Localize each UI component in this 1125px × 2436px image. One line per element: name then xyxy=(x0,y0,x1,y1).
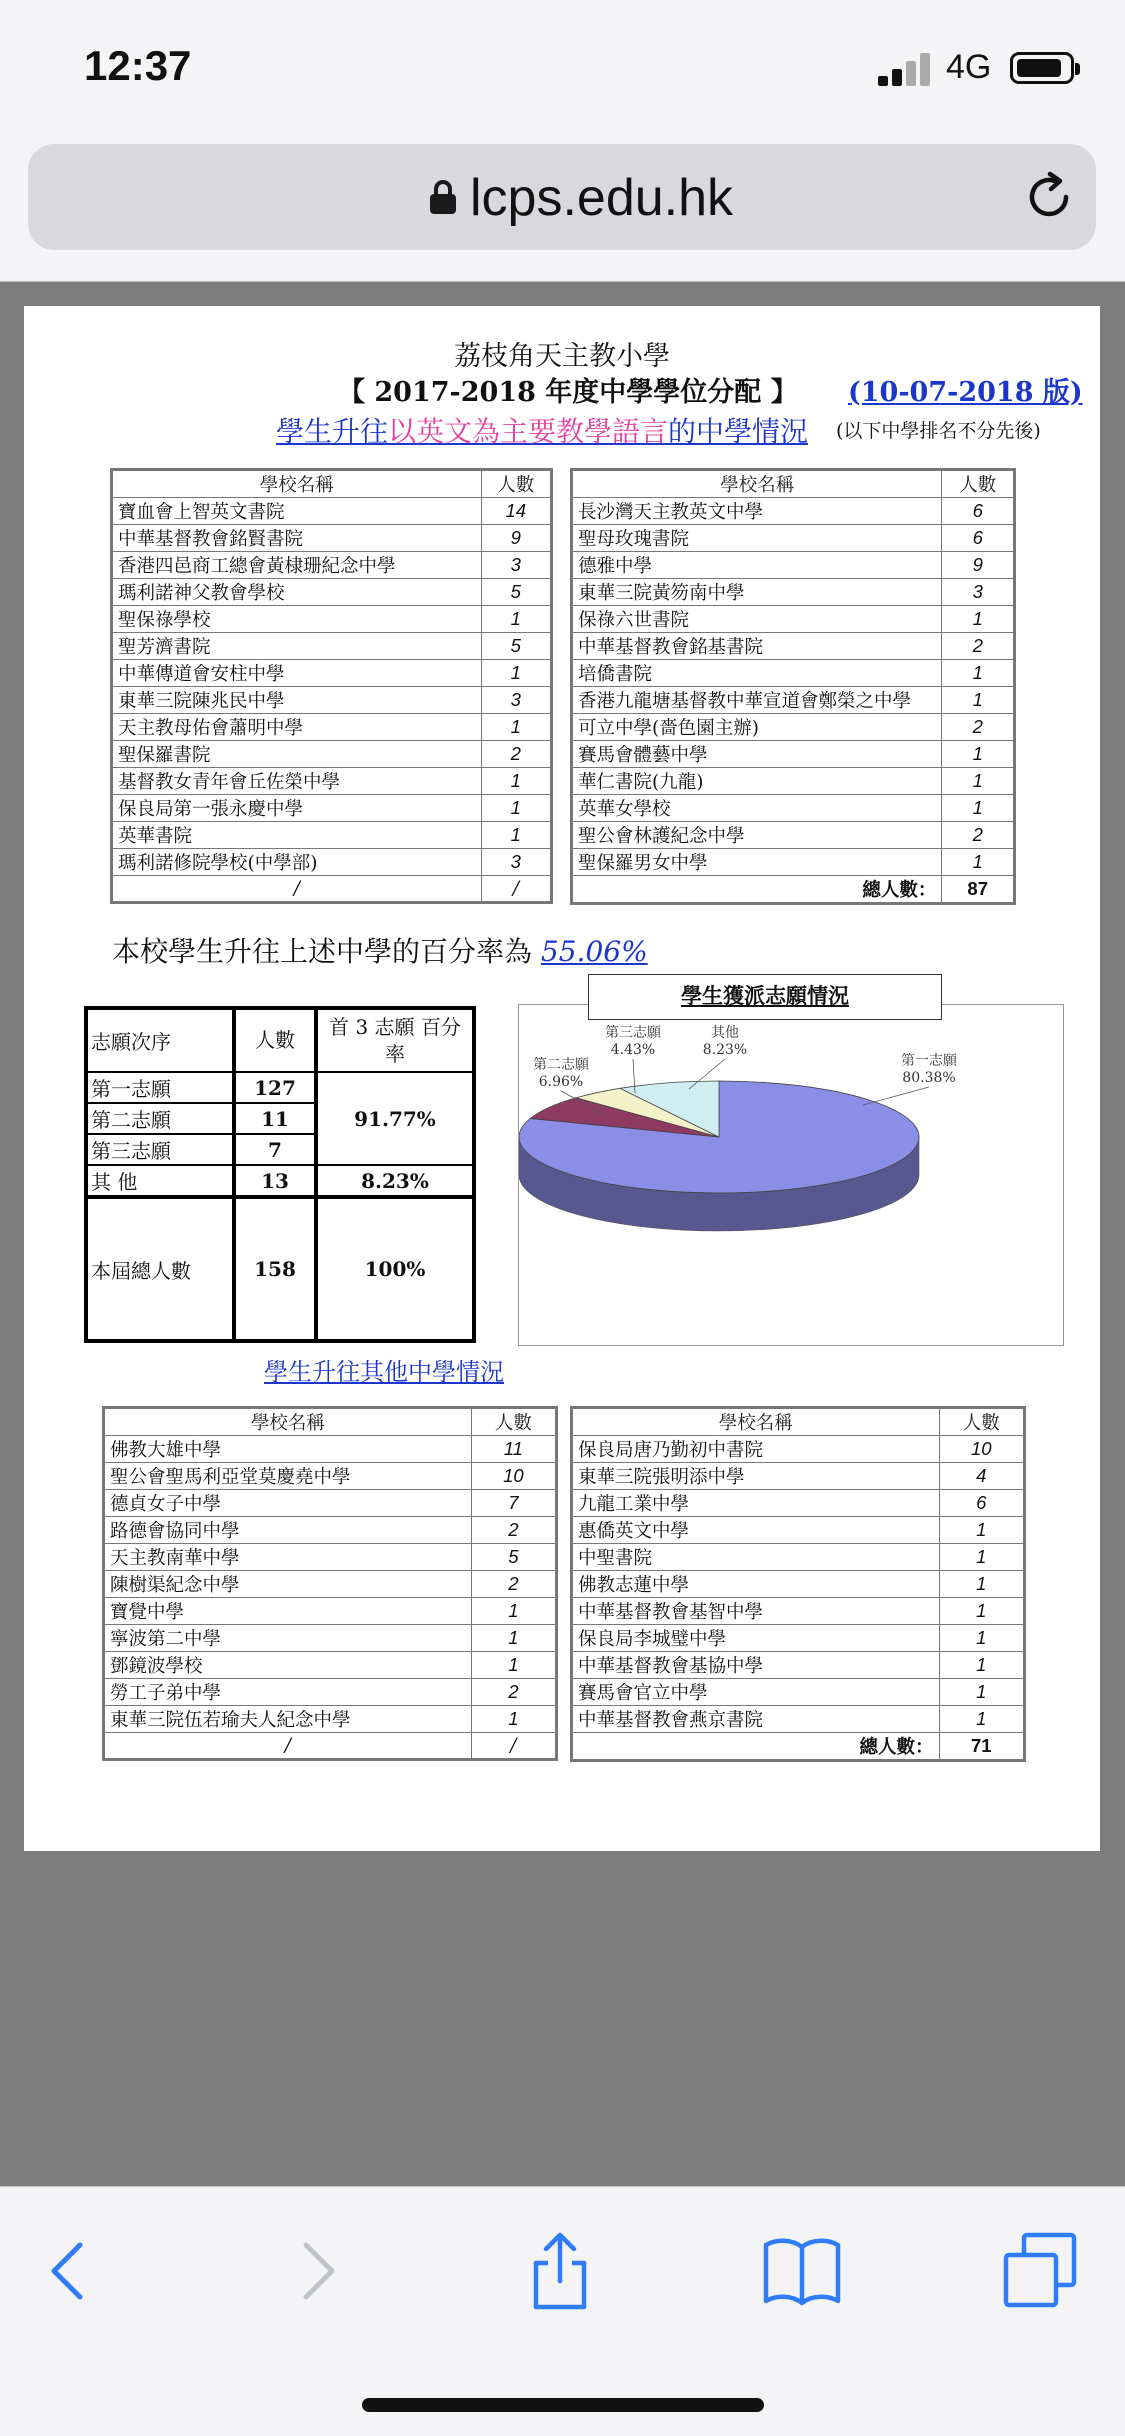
student-count-cell: 9 xyxy=(942,552,1015,579)
table-row xyxy=(104,1571,557,1598)
school-name-cell: 瑪利諾神父教會學校 xyxy=(112,579,482,606)
table-row xyxy=(112,525,552,552)
school-name-cell: 香港四邑商工總會黃棣珊紀念中學 xyxy=(112,552,482,579)
table-row xyxy=(104,1490,557,1517)
choice-row-label: 其 他 xyxy=(86,1165,234,1197)
col-header-count: 人數 xyxy=(942,470,1015,498)
english-schools-heading: 學生升往以英文為主要教學語言的中學情況 xyxy=(276,415,809,448)
student-count-cell: 7 xyxy=(471,1490,556,1517)
student-count-cell: 1 xyxy=(939,1625,1024,1652)
table-row xyxy=(572,849,1015,876)
school-name-cell: 聖保羅男女中學 xyxy=(572,849,942,876)
table-row xyxy=(104,1436,557,1463)
ranking-note: (以下中學排名不分先後) xyxy=(836,420,1041,442)
student-count-cell: 5 xyxy=(481,633,551,660)
school-name-cell: 聖芳濟書院 xyxy=(112,633,482,660)
table-row xyxy=(112,768,552,795)
share-icon[interactable] xyxy=(520,2231,600,2311)
table-row xyxy=(572,1652,1025,1679)
percentage-statement: 本校學生升往上述中學的百分率為 55.06% xyxy=(112,935,648,968)
school-name-cell: 保良局唐乃勤初中書院 xyxy=(572,1436,940,1463)
student-count-cell: 1 xyxy=(942,768,1015,795)
student-count-cell: 1 xyxy=(939,1598,1024,1625)
total-row xyxy=(572,1733,1025,1761)
table-row xyxy=(112,822,552,849)
school-name-cell: 德雅中學 xyxy=(572,552,942,579)
col-header-count: 人數 xyxy=(481,470,551,498)
other-pct-value: 8.23% xyxy=(316,1165,474,1197)
home-indicator xyxy=(362,2398,764,2412)
school-name-cell: 聖母玫瑰書院 xyxy=(572,525,942,552)
school-name-cell: 英華女學校 xyxy=(572,795,942,822)
student-count-cell: 1 xyxy=(942,741,1015,768)
student-count-cell: 1 xyxy=(481,660,551,687)
table-row xyxy=(104,1679,557,1706)
choice-row-count: 11 xyxy=(234,1103,316,1134)
school-name-cell: 東華三院伍若瑜夫人紀念中學 xyxy=(104,1706,472,1733)
student-count-cell: 1 xyxy=(939,1544,1024,1571)
student-count-cell: 4 xyxy=(939,1463,1024,1490)
school-name-cell: 聖保羅書院 xyxy=(112,741,482,768)
bookmarks-icon[interactable] xyxy=(762,2231,842,2311)
school-name-cell: 華仁書院(九龍) xyxy=(572,768,942,795)
table-row xyxy=(112,498,552,525)
table-row xyxy=(104,1733,557,1760)
student-count-cell: 3 xyxy=(481,849,551,876)
other-schools-heading: 學生升往其他中學情況 xyxy=(264,1358,504,1386)
table-row xyxy=(104,1652,557,1679)
col-header-name: 學校名稱 xyxy=(112,470,482,498)
english-schools-table-left xyxy=(110,468,553,904)
table-row xyxy=(112,633,552,660)
table-row xyxy=(112,606,552,633)
table-row xyxy=(112,579,552,606)
student-count-cell: 2 xyxy=(471,1679,556,1706)
document-subtitle: 【 2017-2018 年度中學學位分配 】 xyxy=(338,377,798,408)
pie-chart xyxy=(519,1005,1065,1347)
total-value: 71 xyxy=(939,1733,1024,1761)
back-icon[interactable] xyxy=(30,2231,110,2311)
school-name-cell: / xyxy=(104,1733,472,1760)
total-pct: 100% xyxy=(316,1197,474,1341)
school-name-cell: 佛教志蓮中學 xyxy=(572,1571,940,1598)
school-name-cell: 中華基督教會銘基書院 xyxy=(572,633,942,660)
table-row xyxy=(112,795,552,822)
school-name-cell: 德貞女子中學 xyxy=(104,1490,472,1517)
student-count-cell: 3 xyxy=(481,687,551,714)
table-row xyxy=(572,795,1015,822)
student-count-cell: 2 xyxy=(471,1517,556,1544)
student-count-cell: 1 xyxy=(481,822,551,849)
choice-row-label: 第三志願 xyxy=(86,1134,234,1165)
school-name-cell: 惠僑英文中學 xyxy=(572,1517,940,1544)
student-count-cell: 1 xyxy=(942,687,1015,714)
student-count-cell: 11 xyxy=(471,1436,556,1463)
student-count-cell: 9 xyxy=(481,525,551,552)
table-row xyxy=(104,1544,557,1571)
table-row xyxy=(572,1490,1025,1517)
student-count-cell: 1 xyxy=(939,1679,1024,1706)
table-row xyxy=(104,1625,557,1652)
table-row xyxy=(112,741,552,768)
school-name-cell: 香港九龍塘基督教中華宣道會鄭榮之中學 xyxy=(572,687,942,714)
table-row xyxy=(572,1679,1025,1706)
student-count-cell: 1 xyxy=(471,1652,556,1679)
table-row xyxy=(572,1436,1025,1463)
network-type: 4G xyxy=(946,48,992,86)
student-count-cell: 1 xyxy=(942,795,1015,822)
school-name-cell: 路德會協同中學 xyxy=(104,1517,472,1544)
school-name-cell: 寶覺中學 xyxy=(104,1598,472,1625)
student-count-cell: 10 xyxy=(939,1436,1024,1463)
school-name-cell: 英華書院 xyxy=(112,822,482,849)
table-row xyxy=(572,660,1015,687)
pie-chart-area xyxy=(518,1004,1064,1346)
total-value: 87 xyxy=(942,876,1015,904)
school-name-cell: 寶血會上智英文書院 xyxy=(112,498,482,525)
school-name-cell: 聖公會聖馬利亞堂莫慶堯中學 xyxy=(104,1463,472,1490)
table-row xyxy=(572,1598,1025,1625)
school-name-cell: / xyxy=(112,876,482,903)
col-header-name: 學校名稱 xyxy=(104,1408,472,1436)
table-row xyxy=(112,687,552,714)
browser-chrome xyxy=(0,0,1125,282)
table-row xyxy=(572,498,1015,525)
choice-row-count: 127 xyxy=(234,1072,316,1103)
student-count-cell: 2 xyxy=(942,714,1015,741)
student-count-cell: 14 xyxy=(481,498,551,525)
header-top3-pct: 首 3 志願 百分率 xyxy=(316,1008,474,1072)
table-row xyxy=(572,525,1015,552)
student-count-cell: 2 xyxy=(481,741,551,768)
school-name-cell: 瑪利諾修院學校(中學部) xyxy=(112,849,482,876)
total-label: 總人數： xyxy=(572,1733,940,1761)
total-count: 158 xyxy=(234,1197,316,1341)
col-header-count: 人數 xyxy=(471,1408,556,1436)
table-row xyxy=(112,552,552,579)
student-count-cell: 6 xyxy=(942,498,1015,525)
school-name-cell: 東華三院張明添中學 xyxy=(572,1463,940,1490)
student-count-cell: 3 xyxy=(481,552,551,579)
student-count-cell: 1 xyxy=(939,1571,1024,1598)
table-row xyxy=(112,714,552,741)
table-row xyxy=(572,1463,1025,1490)
table-row xyxy=(104,1463,557,1490)
document-page xyxy=(24,306,1100,1851)
pie-label: 其他 8.23% xyxy=(702,1025,748,1058)
school-name-cell: 鄧鏡波學校 xyxy=(104,1652,472,1679)
student-count-cell: 5 xyxy=(471,1544,556,1571)
student-count-cell: 1 xyxy=(939,1517,1024,1544)
table-row xyxy=(572,768,1015,795)
school-name-cell: 中華基督教會基協中學 xyxy=(572,1652,940,1679)
student-count-cell: / xyxy=(481,876,551,903)
table-row xyxy=(572,606,1015,633)
signal-icon xyxy=(878,52,934,86)
pie-label: 第三志願 4.43% xyxy=(605,1025,661,1058)
table-row xyxy=(104,1598,557,1625)
school-name-cell: 保良局李城璧中學 xyxy=(572,1625,940,1652)
student-count-cell: 1 xyxy=(481,768,551,795)
english-schools-table-right xyxy=(570,468,1016,905)
header-rank: 志願次序 xyxy=(86,1008,234,1072)
student-count-cell: 1 xyxy=(471,1625,556,1652)
other-schools-table-right xyxy=(570,1406,1026,1762)
reload-icon[interactable] xyxy=(1020,168,1078,226)
student-count-cell: 10 xyxy=(471,1463,556,1490)
top3-pct-value: 91.77% xyxy=(316,1072,474,1165)
table-row xyxy=(572,552,1015,579)
chart-title: 學生獲派志願情況 xyxy=(588,974,942,1020)
table-row xyxy=(112,660,552,687)
student-count-cell: 1 xyxy=(939,1706,1024,1733)
student-count-cell: 1 xyxy=(942,660,1015,687)
student-count-cell: 1 xyxy=(481,606,551,633)
url-text[interactable]: lcps.edu.hk xyxy=(470,169,734,227)
student-count-cell: 1 xyxy=(471,1598,556,1625)
student-count-cell: 2 xyxy=(942,822,1015,849)
school-name-cell: 東華三院陳兆民中學 xyxy=(112,687,482,714)
school-name-cell: 聖公會林護紀念中學 xyxy=(572,822,942,849)
status-time: 12:37 xyxy=(84,42,192,89)
school-name-cell: 保良局第一張永慶中學 xyxy=(112,795,482,822)
school-name-cell: 中華基督教會銘賢書院 xyxy=(112,525,482,552)
address-bar[interactable] xyxy=(28,144,1096,250)
choice-row-count: 7 xyxy=(234,1134,316,1165)
student-count-cell: 1 xyxy=(471,1706,556,1733)
table-row xyxy=(104,1706,557,1733)
school-name-cell: 可立中學(嗇色園主辦) xyxy=(572,714,942,741)
table-row xyxy=(572,1544,1025,1571)
school-name-cell: 東華三院黃笏南中學 xyxy=(572,579,942,606)
school-name-cell: 佛教大雄中學 xyxy=(104,1436,472,1463)
table-row xyxy=(572,1571,1025,1598)
table-row xyxy=(104,1517,557,1544)
school-name-cell: 培僑書院 xyxy=(572,660,942,687)
total-row xyxy=(572,876,1015,904)
school-name-cell: 寧波第二中學 xyxy=(104,1625,472,1652)
other-schools-table-left xyxy=(102,1406,558,1761)
table-row xyxy=(572,1706,1025,1733)
table-row xyxy=(572,822,1015,849)
school-name-cell: 中華傳道會安柱中學 xyxy=(112,660,482,687)
school-name-cell: 長沙灣天主教英文中學 xyxy=(572,498,942,525)
school-name-cell: 勞工子弟中學 xyxy=(104,1679,472,1706)
school-name-cell: 天主教南華中學 xyxy=(104,1544,472,1571)
school-name-cell: 中聖書院 xyxy=(572,1544,940,1571)
student-count-cell: 1 xyxy=(942,849,1015,876)
col-header-name: 學校名稱 xyxy=(572,1408,940,1436)
table-row xyxy=(112,849,552,876)
col-header-count: 人數 xyxy=(939,1408,1024,1436)
col-header-name: 學校名稱 xyxy=(572,470,942,498)
table-row xyxy=(572,714,1015,741)
school-name: 荔枝角天主教小學 xyxy=(454,341,670,372)
student-count-cell: 6 xyxy=(939,1490,1024,1517)
school-name-cell: 賽馬會體藝中學 xyxy=(572,741,942,768)
battery-icon xyxy=(1010,52,1074,84)
total-label: 總人數： xyxy=(572,876,942,904)
choice-row-label: 第一志願 xyxy=(86,1072,234,1103)
lock-icon xyxy=(430,180,456,214)
school-name-cell: 中華基督教會基智中學 xyxy=(572,1598,940,1625)
pie-label-leader xyxy=(863,1087,929,1105)
school-name-cell: 賽馬會官立中學 xyxy=(572,1679,940,1706)
school-name-cell: 九龍工業中學 xyxy=(572,1490,940,1517)
table-row xyxy=(572,741,1015,768)
table-row xyxy=(572,687,1015,714)
student-count-cell: / xyxy=(471,1733,556,1760)
student-count-cell: 3 xyxy=(942,579,1015,606)
school-name-cell: 基督教女青年會丘佐榮中學 xyxy=(112,768,482,795)
version-link[interactable]: (10-07-2018 版) xyxy=(848,377,1083,408)
student-count-cell: 2 xyxy=(942,633,1015,660)
student-count-cell: 6 xyxy=(942,525,1015,552)
school-name-cell: 保祿六世書院 xyxy=(572,606,942,633)
table-row xyxy=(572,1517,1025,1544)
pie-label: 第二志願 6.96% xyxy=(533,1057,589,1090)
table-row xyxy=(572,579,1015,606)
student-count-cell: 1 xyxy=(939,1652,1024,1679)
choice-summary-table xyxy=(84,1006,476,1343)
percentage-value: 55.06% xyxy=(540,935,648,968)
student-count-cell: 2 xyxy=(471,1571,556,1598)
header-count: 人數 xyxy=(234,1008,316,1072)
school-name-cell: 天主教母佑會蕭明中學 xyxy=(112,714,482,741)
forward-icon[interactable] xyxy=(276,2231,356,2311)
table-row xyxy=(112,876,552,903)
student-count-cell: 1 xyxy=(481,795,551,822)
tabs-icon[interactable] xyxy=(1000,2231,1080,2311)
table-row xyxy=(572,1625,1025,1652)
choice-row-count: 13 xyxy=(234,1165,316,1197)
student-count-cell: 1 xyxy=(942,606,1015,633)
student-count-cell: 1 xyxy=(481,714,551,741)
total-label: 本屆總人數 xyxy=(86,1197,234,1341)
student-count-cell: 5 xyxy=(481,579,551,606)
school-name-cell: 陳樹渠紀念中學 xyxy=(104,1571,472,1598)
school-name-cell: 中華基督教會燕京書院 xyxy=(572,1706,940,1733)
table-row xyxy=(572,633,1015,660)
school-name-cell: 聖保祿學校 xyxy=(112,606,482,633)
pie-label: 第一志願 80.38% xyxy=(901,1053,957,1086)
choice-row-label: 第二志願 xyxy=(86,1103,234,1134)
